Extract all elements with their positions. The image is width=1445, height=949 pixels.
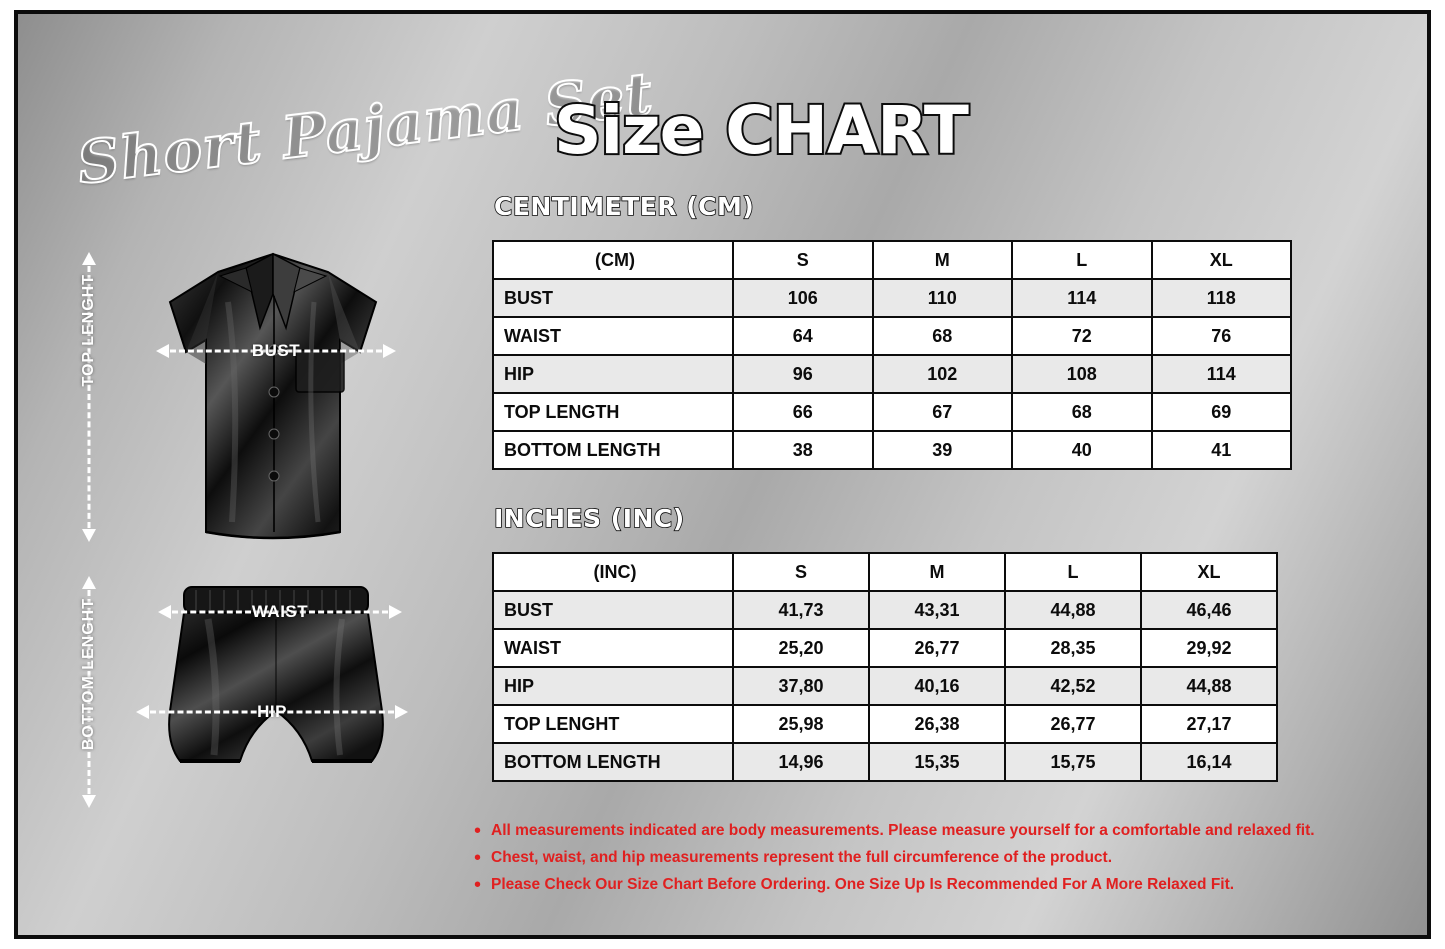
cell-value: 106 xyxy=(733,279,873,317)
table-row xyxy=(493,743,1277,781)
table-row xyxy=(493,629,1277,667)
cell-value: 114 xyxy=(1152,355,1292,393)
table-row xyxy=(493,317,1291,355)
cell-value: 15,75 xyxy=(1005,743,1141,781)
row-label: BOTTOM LENGTH xyxy=(493,743,733,781)
cell-value: 39 xyxy=(873,431,1013,469)
row-label: TOP LENGTH xyxy=(493,393,733,431)
inch-section-label: INCHES (INC) xyxy=(494,504,685,533)
column-header: XL xyxy=(1141,553,1277,591)
cell-value: 40,16 xyxy=(869,667,1005,705)
row-label: BOTTOM LENGTH xyxy=(493,431,733,469)
cm-size-table xyxy=(492,240,1292,470)
column-header: L xyxy=(1012,241,1152,279)
arrow-left-icon xyxy=(156,344,169,358)
list-item xyxy=(474,822,1414,840)
list-item xyxy=(474,849,1414,867)
bottom-length-measure-arrow xyxy=(76,576,102,808)
column-header: L xyxy=(1005,553,1141,591)
cell-value: 42,52 xyxy=(1005,667,1141,705)
inch-size-table xyxy=(492,552,1278,782)
row-label: BUST xyxy=(493,279,733,317)
cell-value: 72 xyxy=(1012,317,1152,355)
column-header: S xyxy=(733,241,873,279)
chart-board xyxy=(14,10,1431,939)
page-title: Size CHART xyxy=(554,92,968,169)
waist-measure-arrow xyxy=(158,599,402,625)
cm-section-label: CENTIMETER (CM) xyxy=(494,192,755,221)
cell-value: 15,35 xyxy=(869,743,1005,781)
row-label: WAIST xyxy=(493,317,733,355)
arrow-right-icon xyxy=(389,605,402,619)
column-header: (INC) xyxy=(493,553,733,591)
cell-value: 41 xyxy=(1152,431,1292,469)
measure-label: BOTTOM LENGHT xyxy=(80,598,97,751)
cell-value: 96 xyxy=(733,355,873,393)
arrow-right-icon xyxy=(383,344,396,358)
table-row xyxy=(493,279,1291,317)
cell-value: 25,98 xyxy=(733,705,869,743)
cell-value: 114 xyxy=(1012,279,1152,317)
row-label: WAIST xyxy=(493,629,733,667)
product-script-title: Short Pajama Set xyxy=(73,59,657,198)
cell-value: 108 xyxy=(1012,355,1152,393)
table-row xyxy=(493,355,1291,393)
cell-value: 26,77 xyxy=(869,629,1005,667)
cell-value: 26,77 xyxy=(1005,705,1141,743)
cell-value: 25,20 xyxy=(733,629,869,667)
measure-label: BUST xyxy=(251,341,301,360)
table-row xyxy=(493,393,1291,431)
table-row xyxy=(493,431,1291,469)
bust-measure-arrow xyxy=(156,338,396,364)
arrow-right-icon xyxy=(395,705,408,719)
row-label: BUST xyxy=(493,591,733,629)
cell-value: 29,92 xyxy=(1141,629,1277,667)
top-length-measure-arrow xyxy=(76,252,102,542)
hip-measure-arrow xyxy=(136,699,408,725)
table-row xyxy=(493,667,1277,705)
cell-value: 118 xyxy=(1152,279,1292,317)
shirt-svg xyxy=(128,232,418,572)
table-row xyxy=(493,705,1277,743)
cell-value: 102 xyxy=(873,355,1013,393)
cell-value: 27,17 xyxy=(1141,705,1277,743)
list-item xyxy=(474,876,1414,894)
cell-value: 38 xyxy=(733,431,873,469)
note-text: All measurements indicated are body measurements. Please measure yourself for a comfortable and relaxed fit. xyxy=(491,822,1315,839)
pajama-shirt-illustration xyxy=(128,232,418,572)
cell-value: 64 xyxy=(733,317,873,355)
note-text: Please Check Our Size Chart Before Ordering. One Size Up Is Recommended For A More Relaxed Fit. xyxy=(491,876,1235,893)
cell-value: 16,14 xyxy=(1141,743,1277,781)
arrow-left-icon xyxy=(158,605,171,619)
column-header: (CM) xyxy=(493,241,733,279)
cell-value: 44,88 xyxy=(1141,667,1277,705)
row-label: HIP xyxy=(493,355,733,393)
cell-value: 43,31 xyxy=(869,591,1005,629)
column-header: M xyxy=(873,241,1013,279)
measure-label: WAIST xyxy=(251,602,309,621)
row-label: TOP LENGHT xyxy=(493,705,733,743)
cell-value: 41,73 xyxy=(733,591,869,629)
cell-value: 68 xyxy=(873,317,1013,355)
table-row xyxy=(493,591,1277,629)
column-header: S xyxy=(733,553,869,591)
cell-value: 46,46 xyxy=(1141,591,1277,629)
cell-value: 44,88 xyxy=(1005,591,1141,629)
cell-value: 66 xyxy=(733,393,873,431)
cell-value: 37,80 xyxy=(733,667,869,705)
arrow-left-icon xyxy=(136,705,149,719)
arrow-down-icon xyxy=(82,795,96,808)
bullet-icon: • xyxy=(474,874,482,896)
measure-label: TOP LENGHT xyxy=(80,274,97,387)
measure-label: HIP xyxy=(257,702,287,721)
note-text: Chest, waist, and hip measurements represent the full circumference of the product. xyxy=(491,849,1113,866)
row-label: HIP xyxy=(493,667,733,705)
table-header-row xyxy=(493,241,1291,279)
cell-value: 76 xyxy=(1152,317,1292,355)
bullet-icon: • xyxy=(474,820,482,842)
pajama-shorts-illustration xyxy=(136,579,416,809)
column-header: M xyxy=(869,553,1005,591)
cell-value: 69 xyxy=(1152,393,1292,431)
table-header-row xyxy=(493,553,1277,591)
arrow-up-icon xyxy=(82,252,96,265)
cell-value: 26,38 xyxy=(869,705,1005,743)
arrow-down-icon xyxy=(82,529,96,542)
arrow-up-icon xyxy=(82,576,96,589)
cell-value: 40 xyxy=(1012,431,1152,469)
column-header: XL xyxy=(1152,241,1292,279)
cell-value: 68 xyxy=(1012,393,1152,431)
notes-list xyxy=(474,822,1414,903)
cell-value: 67 xyxy=(873,393,1013,431)
bullet-icon: • xyxy=(474,847,482,869)
cell-value: 28,35 xyxy=(1005,629,1141,667)
cell-value: 110 xyxy=(873,279,1013,317)
cell-value: 14,96 xyxy=(733,743,869,781)
